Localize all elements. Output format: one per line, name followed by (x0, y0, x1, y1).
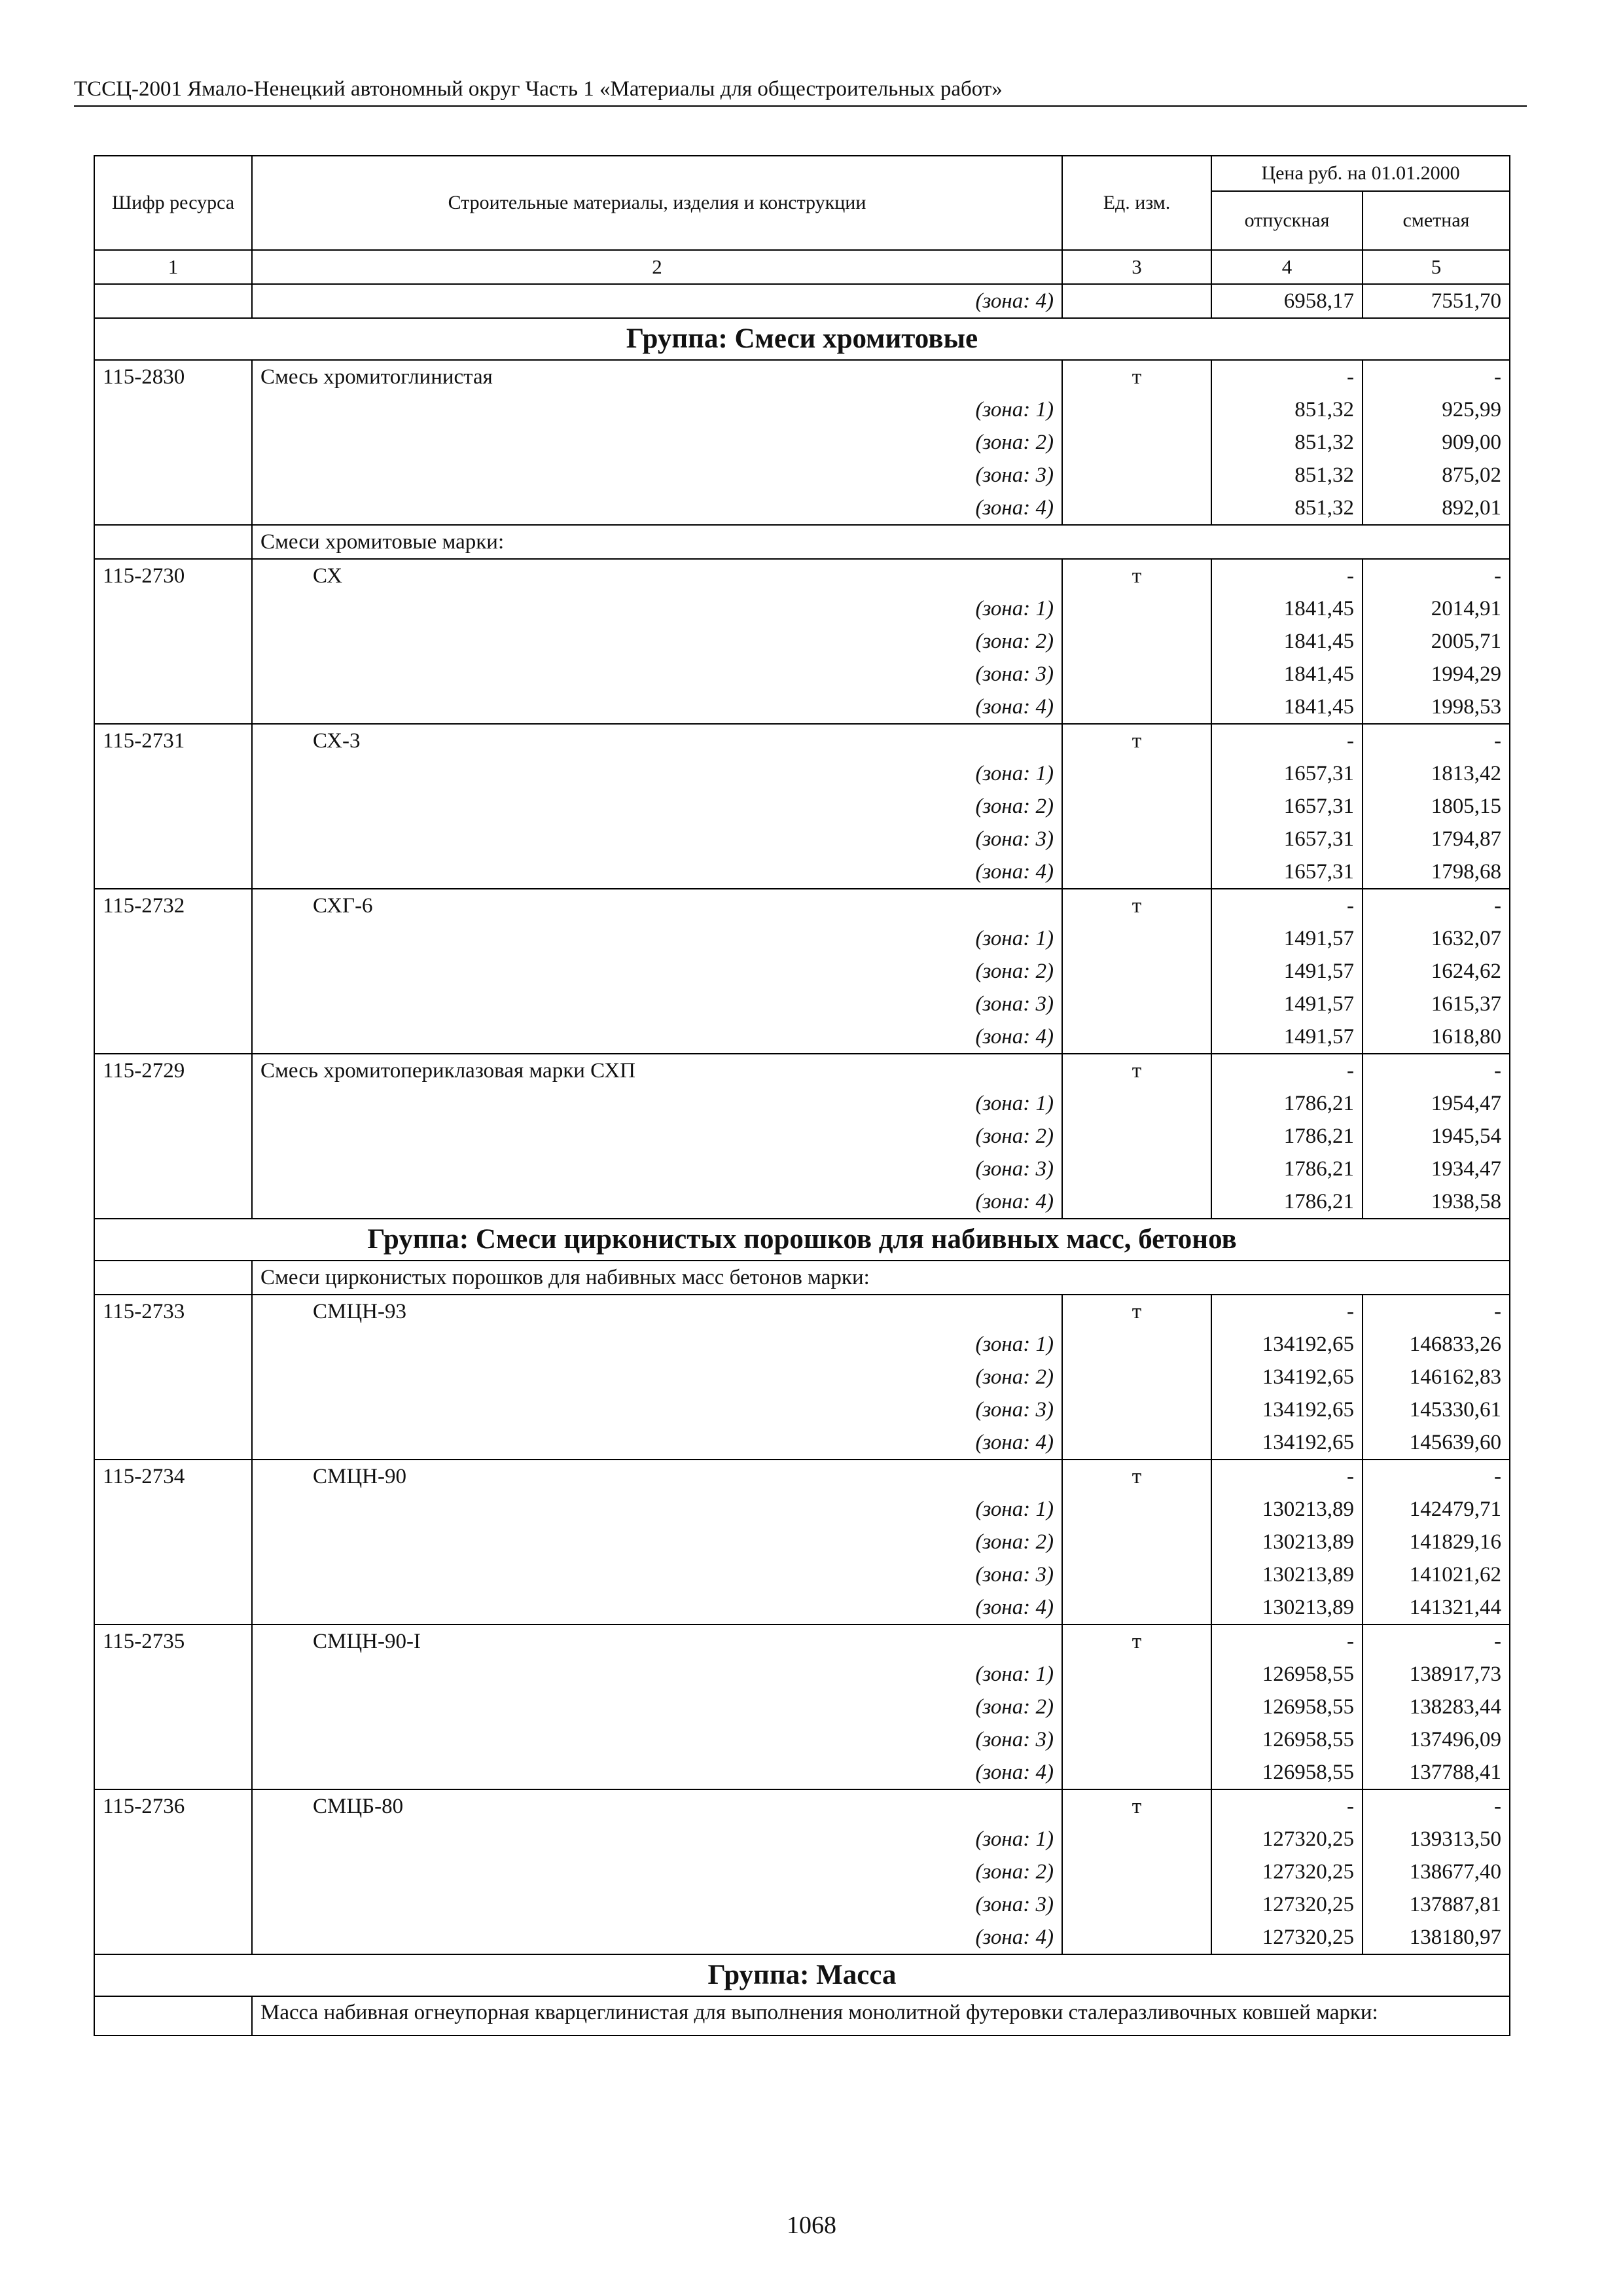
release-price: 1657,31 (1211, 790, 1363, 823)
estimate-price: 1624,62 (1363, 955, 1510, 988)
release-price: - (1211, 1460, 1363, 1493)
table-row (94, 955, 1510, 988)
table-row (94, 988, 1510, 1020)
zone-label: (зона: 4) (252, 1591, 1062, 1624)
table-row (94, 1426, 1510, 1460)
table-row (94, 724, 1510, 757)
table-row (94, 1723, 1510, 1756)
estimate-price: 909,00 (1363, 426, 1510, 459)
material-name: СМЦН-90-I (252, 1624, 1062, 1658)
release-price: 126958,55 (1211, 1756, 1363, 1789)
release-price: - (1211, 360, 1363, 393)
table-row (94, 1624, 1510, 1658)
release-price: 130213,89 (1211, 1526, 1363, 1558)
table-row (94, 1493, 1510, 1526)
estimate-price: 138917,73 (1363, 1658, 1510, 1691)
table-row (94, 426, 1510, 459)
estimate-price: - (1363, 559, 1510, 592)
table-row (94, 492, 1510, 525)
estimate-price: - (1363, 1789, 1510, 1823)
estimate-price: 1954,47 (1363, 1087, 1510, 1120)
material-name: Смесь хромитоглинистая (252, 360, 1062, 393)
group-title: Группа: Смеси цирконистых порошков для набивных масс, бетонов (94, 1219, 1510, 1261)
estimate-price: 141321,44 (1363, 1591, 1510, 1624)
table-row (94, 1054, 1510, 1087)
zone-label: (зона: 3) (252, 823, 1062, 855)
release-price: 127320,25 (1211, 1856, 1363, 1888)
resource-code: 115-2735 (94, 1624, 252, 1658)
release-price: 1786,21 (1211, 1120, 1363, 1153)
col-header-code: Шифр ресурса (94, 156, 252, 250)
table-row (94, 1460, 1510, 1493)
release-price: 1841,45 (1211, 625, 1363, 658)
resource-code: 115-2734 (94, 1460, 252, 1493)
estimate-price: 146162,83 (1363, 1361, 1510, 1393)
estimate-price: 1615,37 (1363, 988, 1510, 1020)
table-row (94, 889, 1510, 922)
release-price: 1491,57 (1211, 988, 1363, 1020)
release-price: 1491,57 (1211, 1020, 1363, 1054)
estimate-price: 1618,80 (1363, 1020, 1510, 1054)
zone-label: (зона: 4) (252, 1185, 1062, 1219)
table-row (94, 1087, 1510, 1120)
zone-label: (зона: 2) (252, 1856, 1062, 1888)
estimate-price: 141021,62 (1363, 1558, 1510, 1591)
release-price: 127320,25 (1211, 1921, 1363, 1954)
release-price: 1657,31 (1211, 855, 1363, 889)
estimate-price: 138180,97 (1363, 1921, 1510, 1954)
release-price: 134192,65 (1211, 1361, 1363, 1393)
zone-label: (зона: 3) (252, 1888, 1062, 1921)
estimate-price: 137788,41 (1363, 1756, 1510, 1789)
zone-label: (зона: 3) (252, 459, 1062, 492)
zone-label: (зона: 2) (252, 790, 1062, 823)
zone-label: (зона: 2) (252, 625, 1062, 658)
unit-cell: т (1062, 724, 1211, 757)
release-price: 127320,25 (1211, 1888, 1363, 1921)
material-name: СМЦБ-80 (252, 1789, 1062, 1823)
table-row (94, 1328, 1510, 1361)
zone-label: (зона: 1) (252, 1658, 1062, 1691)
col-header-name: Строительные материалы, изделия и конструкции (252, 156, 1062, 250)
unit-cell: т (1062, 1295, 1211, 1328)
release-price: 851,32 (1211, 459, 1363, 492)
table-row (94, 1921, 1510, 1954)
release-price: - (1211, 1295, 1363, 1328)
zone-label: (зона: 4) (252, 284, 1062, 318)
release-price: 1786,21 (1211, 1153, 1363, 1185)
release-price: 6958,17 (1211, 284, 1363, 318)
col-header-release: отпускная (1211, 191, 1363, 250)
release-price: - (1211, 889, 1363, 922)
table-row (94, 625, 1510, 658)
resource-code: 115-2736 (94, 1789, 252, 1823)
release-price: - (1211, 1789, 1363, 1823)
release-price: 1841,45 (1211, 592, 1363, 625)
release-price: - (1211, 1624, 1363, 1658)
release-price: 126958,55 (1211, 1723, 1363, 1756)
release-price: 1657,31 (1211, 823, 1363, 855)
zone-label: (зона: 1) (252, 1823, 1062, 1856)
table-row (94, 592, 1510, 625)
table-row (94, 1361, 1510, 1393)
col-number: 3 (1062, 250, 1211, 284)
zone-label: (зона: 1) (252, 922, 1062, 955)
zone-label: (зона: 2) (252, 1361, 1062, 1393)
estimate-price: 1805,15 (1363, 790, 1510, 823)
subgroup-description: Масса набивная огнеупорная кварцеглинистая для выполнения монолитной футеровки сталеразливочных ковшей марки: (252, 1996, 1510, 2036)
release-price: 126958,55 (1211, 1658, 1363, 1691)
table-row (94, 757, 1510, 790)
group-title: Группа: Масса (94, 1954, 1510, 1996)
table-row (94, 1558, 1510, 1591)
table-row (94, 1185, 1510, 1219)
estimate-price: 1934,47 (1363, 1153, 1510, 1185)
table-row (94, 1691, 1510, 1723)
estimate-price: 1813,42 (1363, 757, 1510, 790)
estimate-price: 1945,54 (1363, 1120, 1510, 1153)
resource-code: 115-2830 (94, 360, 252, 393)
col-header-unit: Ед. изм. (1062, 156, 1211, 250)
zone-label: (зона: 1) (252, 1493, 1062, 1526)
table-row (94, 393, 1510, 426)
release-price: - (1211, 1054, 1363, 1087)
col-number: 5 (1363, 250, 1510, 284)
material-name: Смесь хромитопериклазовая марки СХП (252, 1054, 1062, 1087)
subgroup-title: Смеси цирконистых порошков для набивных масс бетонов марки: (252, 1261, 1510, 1295)
zone-label: (зона: 2) (252, 426, 1062, 459)
table-row (94, 1020, 1510, 1054)
release-price: 1657,31 (1211, 757, 1363, 790)
zone-label: (зона: 4) (252, 1020, 1062, 1054)
release-price: - (1211, 724, 1363, 757)
page-number: 1068 (787, 2212, 836, 2239)
estimate-price: - (1363, 1054, 1510, 1087)
col-number: 1 (94, 250, 252, 284)
resource-code: 115-2732 (94, 889, 252, 922)
zone-label: (зона: 3) (252, 1558, 1062, 1591)
table-row (94, 559, 1510, 592)
estimate-price: 1994,29 (1363, 658, 1510, 691)
estimate-price: 7551,70 (1363, 284, 1510, 318)
zone-label: (зона: 3) (252, 1153, 1062, 1185)
zone-label: (зона: 1) (252, 592, 1062, 625)
estimate-price: - (1363, 1624, 1510, 1658)
release-price: 1491,57 (1211, 922, 1363, 955)
estimate-price: 138677,40 (1363, 1856, 1510, 1888)
release-price: 134192,65 (1211, 1393, 1363, 1426)
resource-code: 115-2733 (94, 1295, 252, 1328)
table-row (94, 284, 1510, 318)
estimate-price: 1632,07 (1363, 922, 1510, 955)
release-price: 1491,57 (1211, 955, 1363, 988)
estimate-price: - (1363, 889, 1510, 922)
table-row (94, 1658, 1510, 1691)
release-price: - (1211, 559, 1363, 592)
release-price: 130213,89 (1211, 1558, 1363, 1591)
estimate-price: 146833,26 (1363, 1328, 1510, 1361)
release-price: 134192,65 (1211, 1328, 1363, 1361)
price-table (94, 155, 1510, 2036)
col-number: 2 (252, 250, 1062, 284)
release-price: 130213,89 (1211, 1591, 1363, 1624)
estimate-price: 875,02 (1363, 459, 1510, 492)
unit-cell: т (1062, 1789, 1211, 1823)
table-row (94, 1789, 1510, 1823)
estimate-price: 142479,71 (1363, 1493, 1510, 1526)
table-row (94, 790, 1510, 823)
estimate-price: 145639,60 (1363, 1426, 1510, 1460)
zone-label: (зона: 2) (252, 1691, 1062, 1723)
zone-label: (зона: 2) (252, 1526, 1062, 1558)
zone-label: (зона: 4) (252, 1756, 1062, 1789)
zone-label: (зона: 4) (252, 492, 1062, 525)
estimate-price: - (1363, 724, 1510, 757)
estimate-price: 1938,58 (1363, 1185, 1510, 1219)
release-price: 126958,55 (1211, 1691, 1363, 1723)
zone-label: (зона: 4) (252, 855, 1062, 889)
table-row (94, 1756, 1510, 1789)
zone-label: (зона: 2) (252, 1120, 1062, 1153)
zone-label: (зона: 1) (252, 1328, 1062, 1361)
estimate-price: 2005,71 (1363, 625, 1510, 658)
estimate-price: 139313,50 (1363, 1823, 1510, 1856)
estimate-price: 1998,53 (1363, 691, 1510, 724)
estimate-price: 138283,44 (1363, 1691, 1510, 1723)
release-price: 1841,45 (1211, 691, 1363, 724)
zone-label: (зона: 1) (252, 393, 1062, 426)
release-price: 127320,25 (1211, 1823, 1363, 1856)
estimate-price: - (1363, 1460, 1510, 1493)
document-header: ТССЦ-2001 Ямало-Ненецкий автономный округ Часть 1 «Материалы для общестроительных работ» (74, 75, 1527, 107)
material-name: СХГ-6 (252, 889, 1062, 922)
table-row (94, 1153, 1510, 1185)
table-row (94, 360, 1510, 393)
unit-cell: т (1062, 889, 1211, 922)
subgroup-title: Смеси хромитовые марки: (252, 525, 1510, 559)
zone-label: (зона: 3) (252, 658, 1062, 691)
zone-label: (зона: 4) (252, 1426, 1062, 1460)
table-row (94, 1393, 1510, 1426)
resource-code: 115-2730 (94, 559, 252, 592)
estimate-price: 137887,81 (1363, 1888, 1510, 1921)
material-name: СМЦН-93 (252, 1295, 1062, 1328)
release-price: 1786,21 (1211, 1087, 1363, 1120)
zone-label: (зона: 4) (252, 691, 1062, 724)
table-row (94, 1295, 1510, 1328)
table-row (94, 459, 1510, 492)
unit-cell: т (1062, 1054, 1211, 1087)
material-name: СХ (252, 559, 1062, 592)
release-price: 130213,89 (1211, 1493, 1363, 1526)
table-row (94, 1823, 1510, 1856)
table-row (94, 855, 1510, 889)
table-row (94, 1120, 1510, 1153)
material-name: СХ-3 (252, 724, 1062, 757)
release-price: 134192,65 (1211, 1426, 1363, 1460)
release-price: 1786,21 (1211, 1185, 1363, 1219)
estimate-price: 892,01 (1363, 492, 1510, 525)
release-price: 1841,45 (1211, 658, 1363, 691)
estimate-price: 2014,91 (1363, 592, 1510, 625)
release-price: 851,32 (1211, 393, 1363, 426)
table-row (94, 1856, 1510, 1888)
unit-cell: т (1062, 559, 1211, 592)
zone-label: (зона: 3) (252, 988, 1062, 1020)
resource-code: 115-2731 (94, 724, 252, 757)
table-row (94, 922, 1510, 955)
group-title: Группа: Смеси хромитовые (94, 318, 1510, 360)
zone-label: (зона: 4) (252, 1921, 1062, 1954)
col-header-estimate: сметная (1363, 191, 1510, 250)
zone-label: (зона: 1) (252, 757, 1062, 790)
estimate-price: 1798,68 (1363, 855, 1510, 889)
estimate-price: 145330,61 (1363, 1393, 1510, 1426)
estimate-price: 141829,16 (1363, 1526, 1510, 1558)
table-row (94, 823, 1510, 855)
zone-label: (зона: 3) (252, 1723, 1062, 1756)
resource-code: 115-2729 (94, 1054, 252, 1087)
release-price: 851,32 (1211, 426, 1363, 459)
estimate-price: - (1363, 360, 1510, 393)
estimate-price: 925,99 (1363, 393, 1510, 426)
unit-cell: т (1062, 1460, 1211, 1493)
estimate-price: - (1363, 1295, 1510, 1328)
col-number: 4 (1211, 250, 1363, 284)
unit-cell: т (1062, 360, 1211, 393)
release-price: 851,32 (1211, 492, 1363, 525)
table-row (94, 658, 1510, 691)
estimate-price: 137496,09 (1363, 1723, 1510, 1756)
table-row (94, 1526, 1510, 1558)
table-row (94, 691, 1510, 724)
zone-label: (зона: 2) (252, 955, 1062, 988)
table-row (94, 1888, 1510, 1921)
unit-cell: т (1062, 1624, 1211, 1658)
table-row (94, 1591, 1510, 1624)
material-name: СМЦН-90 (252, 1460, 1062, 1493)
estimate-price: 1794,87 (1363, 823, 1510, 855)
col-header-price: Цена руб. на 01.01.2000 (1211, 156, 1510, 191)
zone-label: (зона: 3) (252, 1393, 1062, 1426)
zone-label: (зона: 1) (252, 1087, 1062, 1120)
